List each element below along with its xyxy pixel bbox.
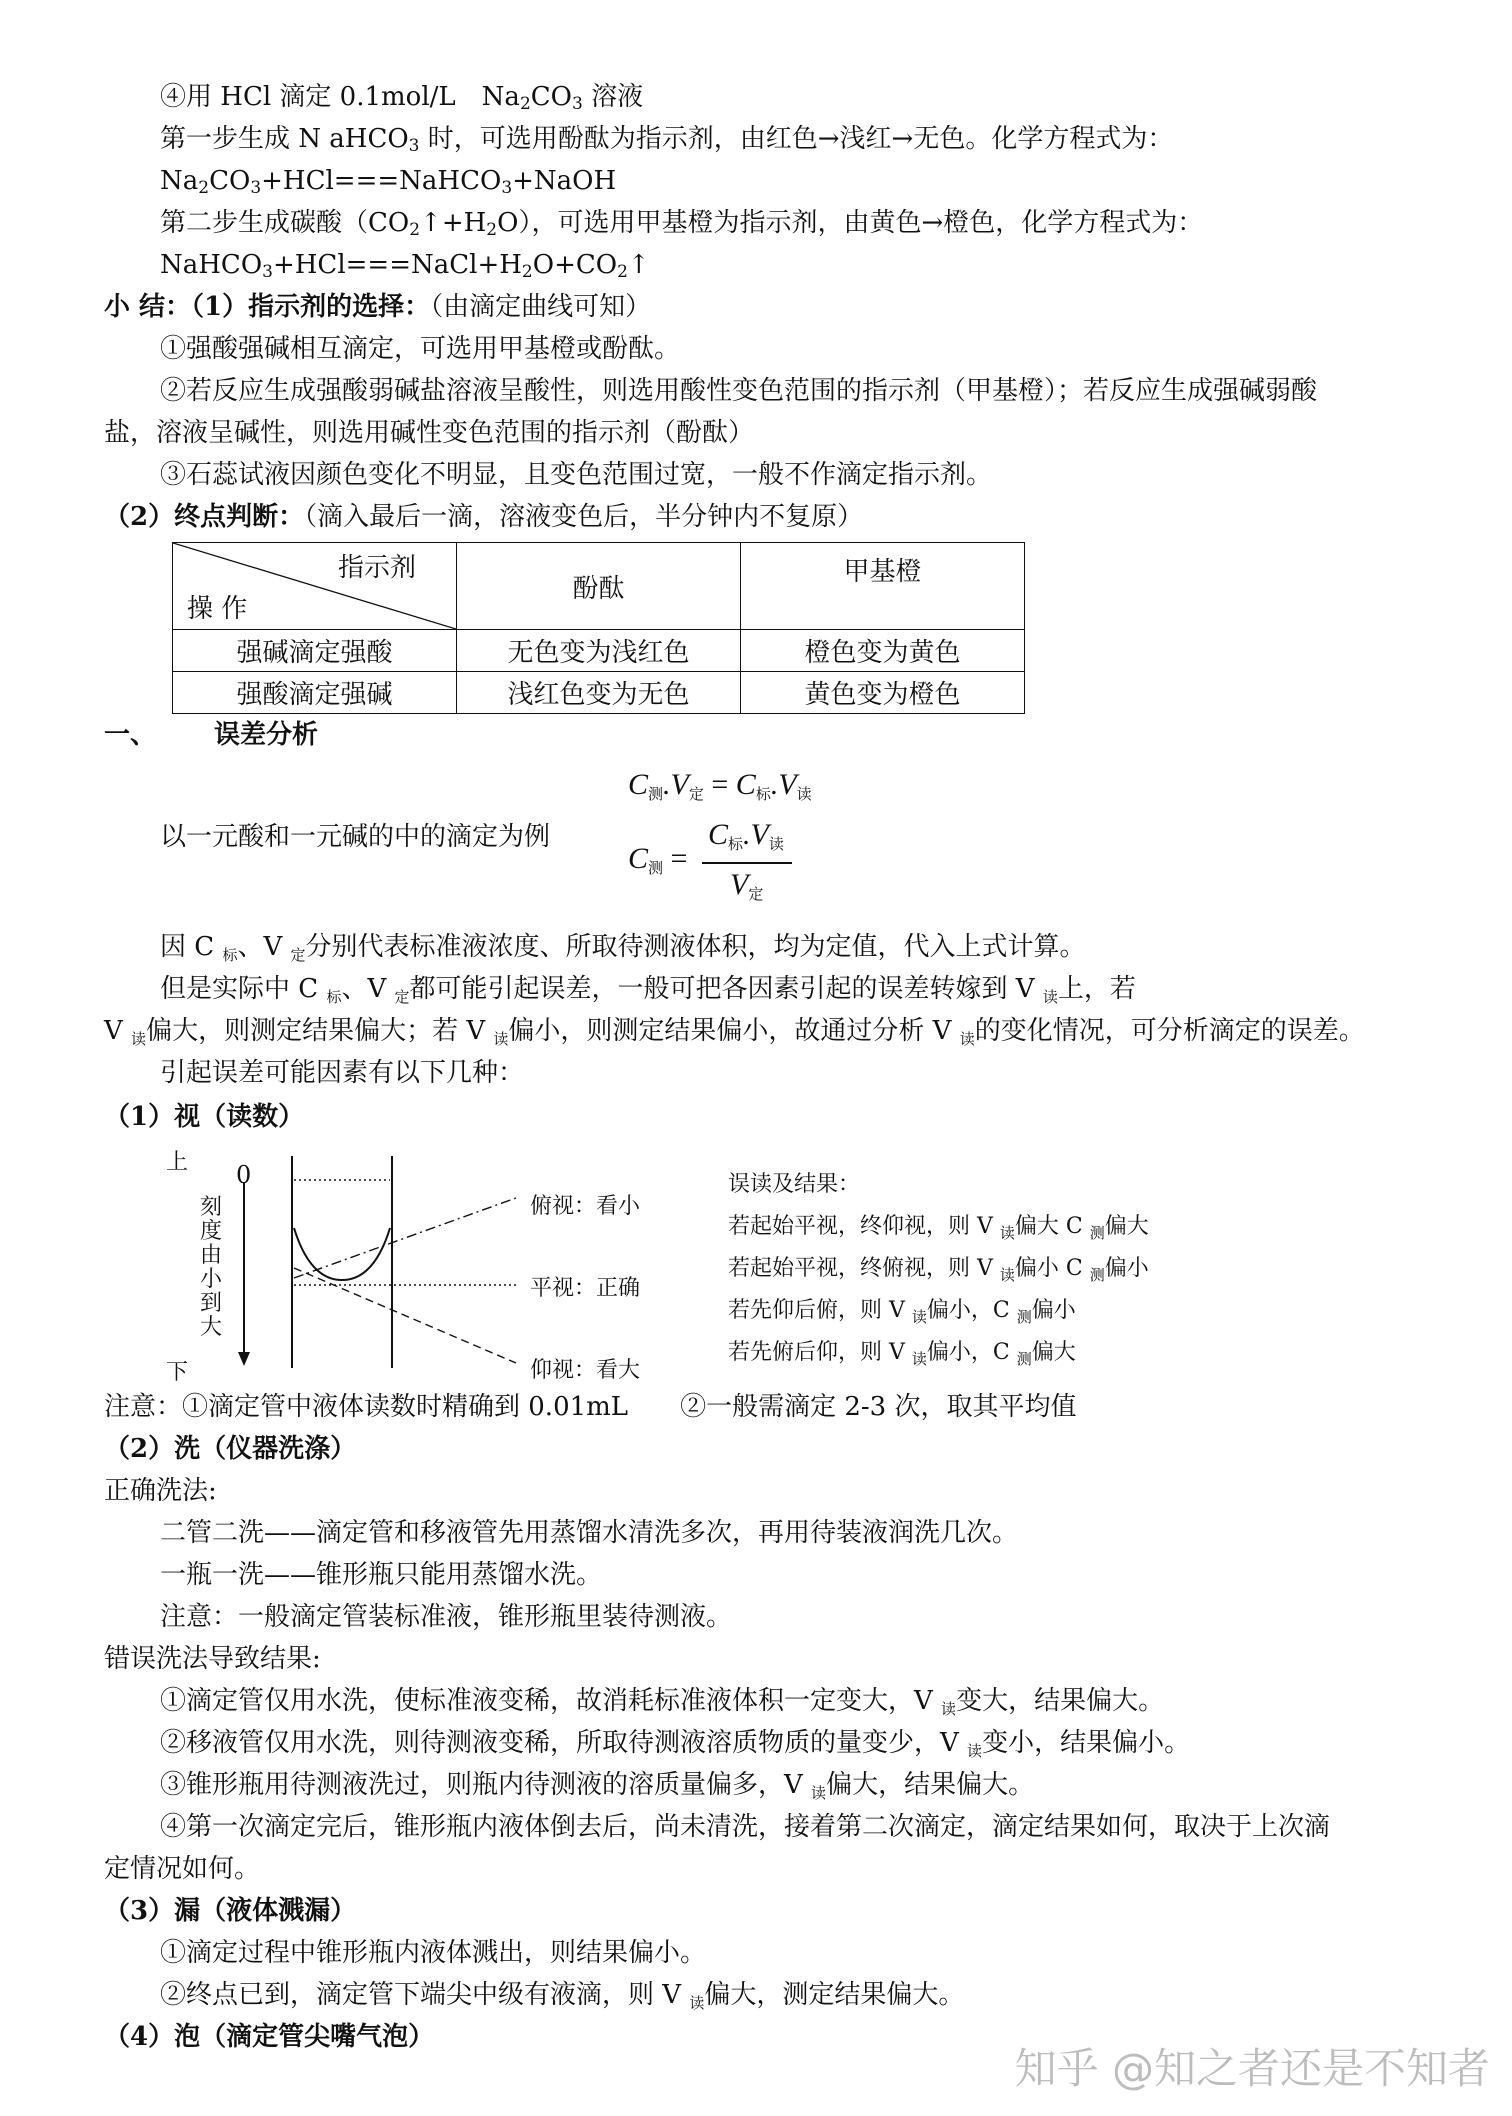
equation-2: $NaHCO_3+HCl===NaCl+H_2O+CO_2↑$ xyxy=(160,250,650,282)
leak-title: （3）漏（液体溅漏） xyxy=(104,1896,357,1926)
formula-2-lhs: C测 = xyxy=(628,842,688,877)
washing-wrong-2: ②移液管仅用水洗，则待测液变稀，所取待测液溶质物质的量变少，V 读变小，结果偏小。 xyxy=(160,1728,1191,1760)
washing-wrong-3: ③锥形瓶用待测液洗过，则瓶内待测液的溶质量偏多，V 读偏大，结果偏大。 xyxy=(160,1770,1035,1802)
label-top: 上 xyxy=(166,1150,189,1175)
heading-na2co3-titration: ④用 HCl 滴定 0.1mol/L $Na_2CO_3$ 溶液 xyxy=(160,82,644,114)
table-cell: 强酸滴定强碱 xyxy=(173,672,457,714)
burette-reading-diagram xyxy=(160,1148,680,1385)
washing-wrong-4-line1: ④第一次滴定完后，锥形瓶内液体倒去后，尚未清洗，接着第二次滴定，滴定结果如何，取决于上次滴 xyxy=(160,1812,1331,1842)
list-item: 若起始平视，终俯视，则 V $_读$偏小 C $_测$偏小 xyxy=(728,1256,1149,1284)
summary-item-3: ③石蕊试液因颜色变化不明显，且变色范围过宽，一般不作滴定指示剂。 xyxy=(160,460,993,490)
list-item: 若起始平视，终仰视，则 V $_读$偏大 C $_测$偏大 xyxy=(728,1214,1149,1242)
summary-item-2-line2: 盐，溶液呈碱性，则选用碱性变色范围的指示剂（酚酞） xyxy=(104,418,755,448)
summary-title: 小 结：（1）指示剂的选择：（由滴定曲线可知） xyxy=(104,292,652,322)
reading-title: （1）视（读数） xyxy=(104,1102,305,1132)
error-analysis-title: 误差分析 xyxy=(214,720,319,750)
error-analysis-example: 以一元酸和一元碱的中的滴定为例 xyxy=(160,822,551,852)
step1-text: 第一步生成 N aHCO$_3$ 时，可选用酚酞为指示剂，由红色→浅红→无色。化学方程式为： xyxy=(160,124,1174,156)
table-cell: 橙色变为黄色 xyxy=(741,630,1025,672)
table-cell: 强碱滴定强酸 xyxy=(173,630,457,672)
error-causes: 引起误差可能因素有以下几种： xyxy=(160,1058,525,1088)
bubble-title: （4）泡（滴定管尖嘴气泡） xyxy=(104,2022,435,2052)
header-methyl-orange: 甲基橙 xyxy=(741,543,1025,630)
summary-item-1: ①强酸强碱相互滴定，可选用甲基橙或酚酞。 xyxy=(160,334,681,364)
leak-item-2: ②终点已到，滴定管下端尖中级有液滴，则 V 读偏大，测定结果偏大。 xyxy=(160,1980,965,2012)
header-phenolphthalein: 酚酞 xyxy=(457,543,741,630)
error-analysis-number: 一、 xyxy=(104,720,157,750)
label-zero: 0 xyxy=(236,1161,252,1189)
formula-2-numerator: C标.V读 xyxy=(708,818,784,853)
formula-1: C测.V定 = C标.V读 xyxy=(628,768,812,803)
label-bottom: 下 xyxy=(166,1360,189,1385)
washing-correct: 正确洗法: xyxy=(104,1476,217,1506)
watermark: 知乎 @知之者还是不知者 xyxy=(1014,2044,1490,2093)
formula-2-denominator: V定 xyxy=(730,868,764,903)
error-para-2: 但是实际中 C 标、V 定都可能引起误差，一般可把各因素引起的误差转嫁到 V 读上，若 xyxy=(160,974,1136,1006)
washing-title: （2）洗（仪器洗涤） xyxy=(104,1434,357,1464)
misread-title: 误读及结果： xyxy=(728,1172,861,1197)
label-pingshi: 平视：正确 xyxy=(530,1276,641,1301)
error-para-1: 因 C 标、V 定分别代表标准液浓度、所取待测液体积，均为定值，代入上式计算。 xyxy=(160,932,1086,964)
washing-wrong: 错误洗法导致结果: xyxy=(104,1644,321,1674)
table-row xyxy=(173,630,1025,672)
header-indicator: 指示剂 xyxy=(337,553,416,583)
washing-correct-1: 二管二洗——滴定管和移液管先用蒸馏水清洗多次，再用待装液润洗几次。 xyxy=(160,1518,1019,1548)
table-cell: 浅红色变为无色 xyxy=(457,672,741,714)
endpoint-title: （2）终点判断：（滴入最后一滴，溶液变色后，半分钟内不复原） xyxy=(104,502,864,532)
table-diagonal-header xyxy=(173,543,457,630)
reading-attention: 注意：①滴定管中液体读数时精确到 0.01mL ②一般需滴定 2-3 次，取其平均值 xyxy=(104,1392,1077,1422)
table-cell: 黄色变为橙色 xyxy=(741,672,1025,714)
endpoint-table xyxy=(172,542,1025,714)
fraction-bar xyxy=(702,862,792,864)
list-item: 若先仰后俯，则 V $_读$偏小，C $_测$偏小 xyxy=(728,1298,1076,1326)
step2-text: 第二步生成碳酸$(CO_2↑+H_2O)$，可选用甲基橙为指示剂，由黄色→橙色，化学方程式为： xyxy=(160,208,1204,240)
header-operation: 操 作 xyxy=(187,594,248,624)
error-para-3: V 读偏大，则测定结果偏大；若 V 读偏小，则测定结果偏小，故通过分析 V 读的变化情况，可分析滴定的误差。 xyxy=(104,1016,1365,1048)
equation-1: $Na_2CO_3+HCl===NaHCO_3+NaOH$ xyxy=(160,166,617,198)
leak-item-1: ①滴定过程中锥形瓶内液体溅出，则结果偏小。 xyxy=(160,1938,707,1968)
washing-wrong-1: ①滴定管仅用水洗，使标准液变稀，故消耗标准液体积一定变大，V 读变大，结果偏大。 xyxy=(160,1686,1165,1718)
table-cell: 无色变为浅红色 xyxy=(457,630,741,672)
label-fushi: 俯视：看小 xyxy=(530,1194,641,1219)
table-row xyxy=(173,672,1025,714)
list-item: 若先俯后仰，则 V $_读$偏小，C $_测$偏大 xyxy=(728,1340,1076,1368)
summary-item-2-line1: ②若反应生成强酸弱碱盐溶液呈酸性，则选用酸性变色范围的指示剂（甲基橙）；若反应生成强碱弱酸 xyxy=(160,376,1318,406)
washing-correct-2: 一瓶一洗——锥形瓶只能用蒸馏水洗。 xyxy=(160,1560,603,1590)
washing-correct-3: 注意：一般滴定管装标准液，锥形瓶里装待测液。 xyxy=(160,1602,733,1632)
label-vertical: 刻 度 由 小 到 大 xyxy=(200,1195,223,1340)
label-yangshi: 仰视：看大 xyxy=(530,1358,641,1383)
washing-wrong-4-line2: 定情况如何。 xyxy=(104,1854,261,1884)
